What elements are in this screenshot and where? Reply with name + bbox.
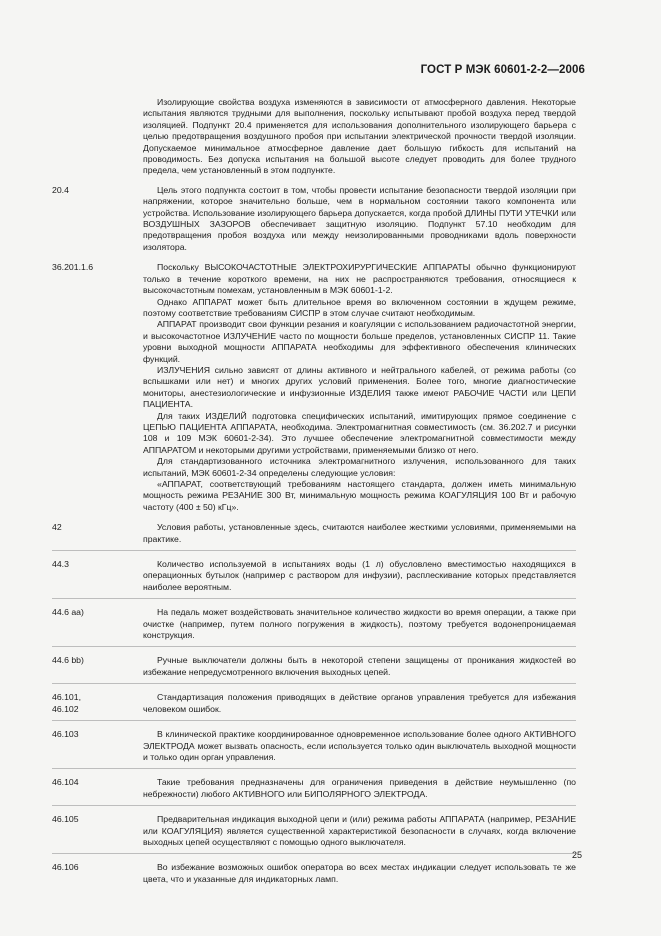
paragraph: На педаль может воздействовать значительное количество жидкости во время операции, а также при очистке (например, путем полного погружения в жидкость), поэтому требуется водонепроницаемая конструкция. [143, 607, 576, 641]
page-number: 25 [572, 850, 583, 860]
section-text [143, 262, 576, 513]
paragraph: Для таких ИЗДЕЛИЙ подготовка специфических испытаний, имитирующих прямое соединение с ЦЕПЬЮ ПАЦИЕНТА АППАРАТА, необходима. Электромагнитная совместимость (см. 36.202.7 и рисунки 108 и 109 МЭК 60601-2-34). Это лучшее обеспечение электромагнитной совместимости между АППАРАТОМ и некоторыми другими устройствами, применяемыми близко от него. [143, 410, 576, 455]
section [52, 729, 576, 769]
section [52, 262, 576, 513]
section-text [143, 607, 576, 641]
section-number: 46.106 [52, 862, 79, 873]
section [52, 655, 576, 684]
section-text [143, 777, 576, 800]
section-number: 44.6 bb) [52, 655, 84, 666]
section [52, 692, 576, 721]
paragraph: АППАРАТ производит свои функции резания и коагуляции с использованием радиочастотной энергии, и высокочастотное ИЗЛУЧЕНИЕ часто по мощности больше пределов, установленных СИСПР 11. Такие уровни выходной мощности АППАРАТА необходимы для эффективного обеспечения клинических функций. [143, 319, 576, 364]
section [52, 862, 576, 885]
section [52, 814, 576, 854]
section-text [143, 814, 576, 848]
section-text [143, 692, 576, 715]
paragraph: Условия работы, установленные здесь, считаются наиболее жесткими условиями, применяемыми на практике. [143, 522, 576, 544]
paragraph: В клинической практике координированное одновременное использование более одного АКТИВНОГО ЭЛЕКТРОДА может вызвать опасность, если используется только один выключатель выходной мощности и только один орган управления. [143, 729, 576, 762]
paragraph: Для стандартизованного источника электромагнитного излучения, использованного для таких испытаний, МЭК 60601-2-34 определены следующие условия: [143, 456, 576, 478]
paragraph: Цель этого подпункта состоит в том, чтобы провести испытание безопасности твердой изоляции при напряжении, которое значительно больше, чем в нормальном состоянии такого компонента или устройства. Использование изолирующего барьера допускается, когда пробой ДЛИНЫ ПУТИ УТЕЧКИ или ВОЗДУШНЫХ ЗАЗОРОВ обеспечивает защитную изоляцию. Подпункт 57.10 необходим для предотвращения пробоя воздуха или между неизолированными проводниками вдоль поверхности изолятора. [143, 184, 576, 252]
document-body [52, 97, 576, 885]
section [52, 559, 576, 599]
section-number: 36.201.1.6 [52, 262, 94, 273]
section-text [143, 97, 576, 177]
paragraph: ИЗЛУЧЕНИЯ сильно зависят от длины активного и нейтрального кабелей, от режима работы (со вспышками или нет) и многих других условий применения. Более того, многие диагностические мониторы, анестезиологические и инфузионные ИЗДЕЛИЯ также имеют РАБОЧИЕ ЧАСТИ или ЦЕПИ ПАЦИЕНТА. [143, 364, 576, 410]
section-number: 44.6 аа) [52, 607, 84, 618]
paragraph: Ручные выключатели должны быть в некоторой степени защищены от проникания жидкостей во избежание непредусмотренного включения выходных цепей. [143, 655, 576, 677]
section-number: 44.3 [52, 559, 69, 570]
section-text [143, 559, 576, 593]
paragraph: Изолирующие свойства воздуха изменяются в зависимости от атмосферного давления. Некоторые испытания являются трудными для выполнения, поскольку испытывают пробой воздуха перед твердой изоляцией. Подпункт 20.4 применяется для использования дополнительного изолирующего барьера с целью предотвращения воздушного пробоя при испытании электрической прочности твердой изоляции. Допускаемое минимальное атмосферное давление дает большую гибкость для испытаний на проводимость. Без допуска испытания на большой высоте следует проводить для более трудного предела, чем установленный в этом подпункте. [143, 97, 576, 176]
section [52, 777, 576, 806]
section-number: 46.105 [52, 814, 79, 825]
section-text [143, 862, 576, 885]
section-number: 46.104 [52, 777, 79, 788]
section-number: 20.4 [52, 184, 69, 195]
section-number: 42 [52, 522, 62, 533]
section-text [143, 185, 576, 253]
paragraph: Предварительная индикация выходной цепи и (или) режима работы АППАРАТА (например, РЕЗАНИЕ или КОАГУЛЯЦИЯ) является существенной характеристикой безопасности в случаях, когда включение выходных цепей осуществляют с помощью одного выключателя. [143, 814, 576, 847]
section-text [143, 729, 576, 763]
paragraph: Однако АППАРАТ может быть длительное время во включенном состоянии в ждущем режиме, поэтому соответствие требованиям СИСПР в этом случае считают необходимым. [143, 296, 576, 318]
paragraph: Такие требования предназначены для ограничения приведения в действие неумышленно (по небрежности) любого АКТИВНОГО или БИПОЛЯРНОГО ЭЛЕКТРОДА. [143, 777, 576, 799]
section [52, 522, 576, 551]
section [52, 607, 576, 647]
section-number: 46.103 [52, 729, 79, 740]
paragraph: «АППАРАТ, соответствующий требованиям настоящего стандарта, должен иметь минимальную мощность режима РЕЗАНИЕ 300 Вт, минимальную мощность режима КОАГУЛЯЦИЯ 100 Вт и рабочую частоту (400 ± 50) кГц». [143, 479, 576, 512]
section [52, 97, 576, 177]
section-number [52, 97, 143, 177]
section-text [143, 522, 576, 545]
paragraph: Поскольку ВЫСОКОЧАСТОТНЫЕ ЭЛЕКТРОХИРУРГИЧЕСКИЕ АППАРАТЫ обычно функционируют только в течение короткого времени, на них не распространяются требования, относящиеся к высокочастотным помехам, установленным в МЭК 60601-1-2. [143, 262, 576, 296]
paragraph: Во избежание возможных ошибок оператора во всех местах индикации следует использовать те же цвета, что и указанные для индикаторных ламп. [143, 862, 576, 884]
section [52, 185, 576, 253]
paragraph: Стандартизация положения приводящих в действие органов управления требуется для избежания человеком ошибок. [143, 692, 576, 714]
section-number: 46.101, 46.102 [52, 692, 81, 714]
section-text [143, 655, 576, 678]
page-header: ГОСТ Р МЭК 60601-2-2—2006 [420, 64, 585, 76]
paragraph: Количество используемой в испытаниях воды (1 л) обусловлено вместимостью находящихся в операционных бутылок (например с раствором для инфузии), расплескивание которых представляется наиболее вероятным. [143, 559, 576, 592]
